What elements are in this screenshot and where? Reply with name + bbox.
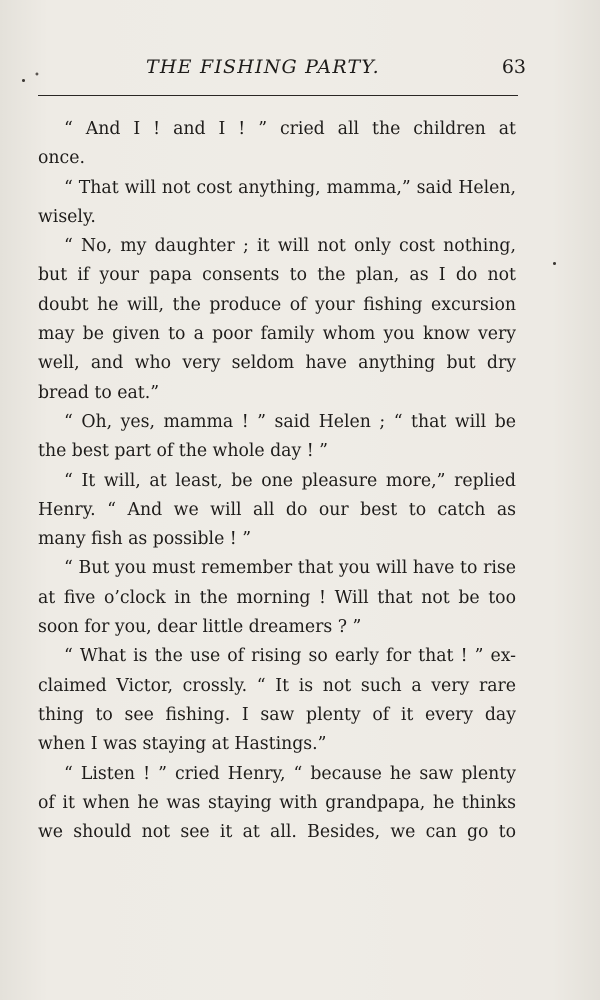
text-line: “ No, my daughter ; it will not only cost nothing, — [64, 236, 516, 257]
text-line: we should not see it at all. Besides, we can go to — [38, 822, 516, 843]
header-rule — [38, 95, 518, 96]
body-text — [38, 115, 516, 847]
text-line: “ What is the use of rising so early for that ! ” ex- — [64, 646, 516, 667]
text-line: of it when he was staying with grandpapa, he thinks — [38, 792, 516, 813]
text-line: Henry. “ And we will all do our best to catch as — [38, 499, 516, 520]
text-line: at five o’clock in the morning ! Will that not be too — [38, 587, 516, 608]
text-line: many fish as possible ! ” — [38, 529, 252, 550]
text-line: doubt he will, the produce of your fishing excursion — [38, 294, 516, 315]
text-line: “ It will, at least, be one pleasure more,” replied — [64, 470, 516, 491]
text-line: thing to see fishing. I saw plenty of it every day — [38, 704, 516, 725]
text-line: may be given to a poor family whom you know very — [38, 324, 516, 345]
running-title: THE FISHING PARTY. — [146, 56, 380, 78]
text-line: wisely. — [38, 206, 96, 227]
margin-mark: • — [34, 70, 40, 81]
text-line: the best part of the whole day ! ” — [38, 441, 329, 462]
margin-speck — [553, 262, 556, 265]
text-line: well, and who very seldom have anything but dry — [38, 353, 516, 374]
text-line: when I was staying at Hastings.” — [38, 734, 327, 755]
text-line: “ Oh, yes, mamma ! ” said Helen ; “ that will be — [64, 411, 516, 432]
text-line: but if your papa consents to the plan, as I do not — [38, 265, 516, 286]
text-line: “ That will not cost anything, mamma,” said Helen, — [64, 177, 516, 198]
text-line: bread to eat.” — [38, 382, 160, 403]
text-line: “ And I ! and I ! ” cried all the children at — [64, 119, 516, 139]
text-line: claimed Victor, crossly. “ It is not such a very rare — [38, 675, 516, 696]
text-line: “ Listen ! ” cried Henry, “ because he saw plenty — [64, 763, 516, 784]
margin-speck — [22, 79, 25, 82]
text-line: soon for you, dear little dreamers ? ” — [38, 617, 362, 638]
page-number: 63 — [501, 56, 526, 78]
running-head — [38, 56, 526, 84]
text-line: “ But you must remember that you will have to rise — [64, 558, 516, 579]
text-line: once. — [38, 148, 85, 169]
